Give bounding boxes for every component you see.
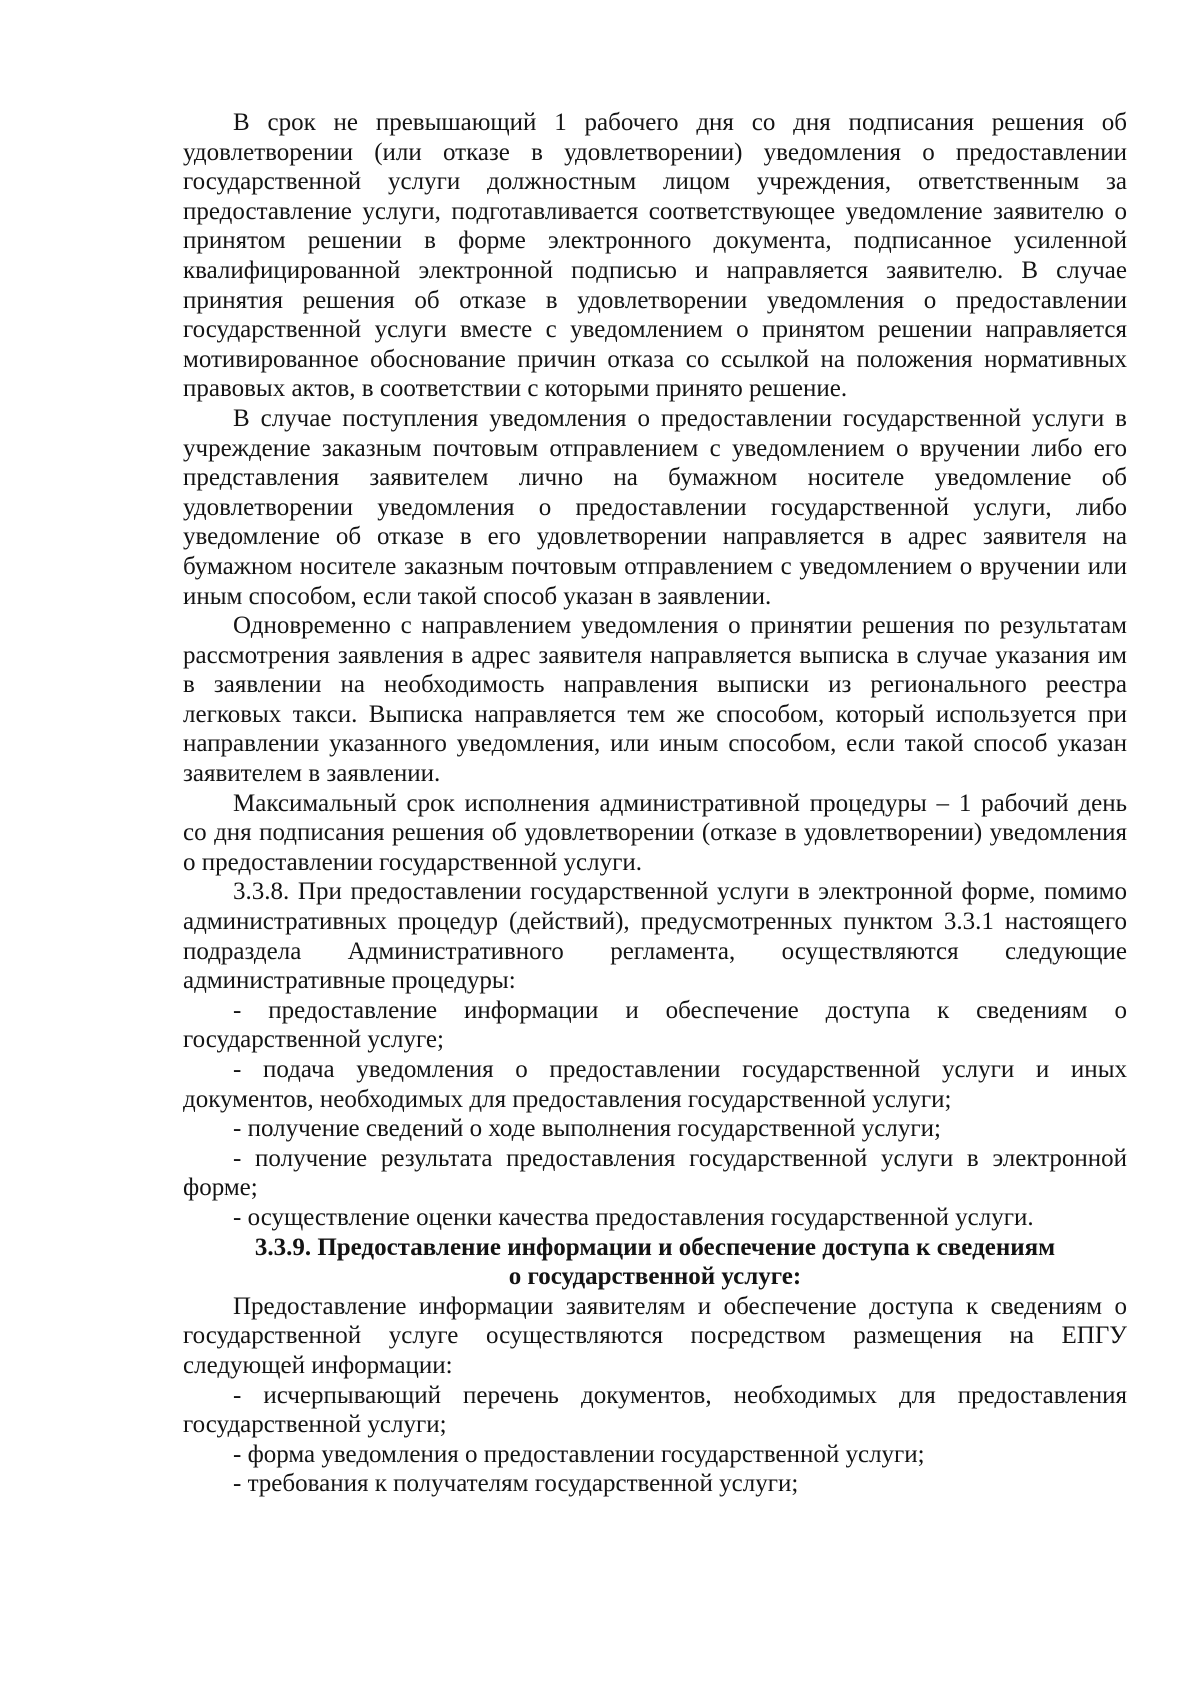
list-item: - форма уведомления о предоставлении государственной услуги; bbox=[233, 1440, 925, 1468]
section-heading-3-3-9 bbox=[183, 1233, 1127, 1292]
list-item: - получение сведений о ходе выполнения государственной услуги; bbox=[233, 1115, 941, 1143]
list-item: - исчерпывающий перечень документов, необходимых для предоставления государственной услуги; bbox=[183, 1381, 1127, 1439]
paragraph-max-duration: Максимальный срок исполнения административной процедуры – 1 рабочий день со дня подписания решения об удовлетворении (отказе в удовлетворении) уведомления о предоставлении государственной услуги. bbox=[183, 789, 1127, 876]
list-item: - требования к получателям государственной услуги; bbox=[233, 1470, 799, 1498]
list-item: - получение результата предоставления государственной услуги в электронной форме; bbox=[183, 1144, 1127, 1202]
paragraph-registry-extract: Одновременно с направлением уведомления о принятии решения по результатам рассмотрения заявления в адрес заявителя направляется выписка в случае указания им в заявлении на необходимость направления выписки из регионального реестра легковых такси. Выписка направляется тем же способом, который используется при направлении указанного уведомления, или иным способом, если такой способ указан заявителем в заявлении. bbox=[183, 612, 1127, 788]
heading-line-2: о государственной услуге: bbox=[508, 1263, 802, 1291]
paragraph-clause-3-3-8: 3.3.8. При предоставлении государственной услуги в электронной форме, помимо административных процедур (действий), предусмотренных пунктом 3.3.1 настоящего подраздела Административного регламента, осуществляются следующие административные процедуры: bbox=[183, 878, 1127, 995]
heading-line-1: 3.3.9. Предоставление информации и обеспечение доступа к сведениям bbox=[254, 1233, 1056, 1261]
document-page bbox=[183, 108, 1127, 1499]
list-item: - осуществление оценки качества предоставления государственной услуги. bbox=[233, 1203, 1034, 1231]
paragraph-decision-notification: В срок не превышающий 1 рабочего дня со дня подписания решения об удовлетворении (или отказе в удовлетворении) уведомления о предоставлении государственной услуги должностным лицом учреждения, ответственным за предоставление услуги, подготавливается соответствующее уведомление заявителю о принятом решении в форме электронного документа, подписанное усиленной квалифицированной электронной подписью и направляется заявителю. В случае принятия решения об отказе в удовлетворении уведомления о предоставлении государственной услуги вместе с уведомлением о принятом решении направляется мотивированное обоснование причин отказа со ссылкой на положения нормативных правовых актов, в соответствии с которыми принято решение. bbox=[183, 109, 1127, 403]
paragraph-information-provision: Предоставление информации заявителям и обеспечение доступа к сведениям о государственной услуге осуществляются посредством размещения на ЕПГУ следующей информации: bbox=[183, 1292, 1127, 1379]
list-item: - предоставление информации и обеспечение доступа к сведениям о государственной услуге; bbox=[183, 996, 1127, 1054]
paragraph-postal-delivery: В случае поступления уведомления о предоставлении государственной услуги в учреждение заказным почтовым отправлением с уведомлением о вручении либо его представления заявителем лично на бумажном носителе уведомление об удовлетворении уведомления о предоставлении государственной услуги, либо уведомление об отказе в его удовлетворении направляется в адрес заявителя на бумажном носителе заказным почтовым отправлением с уведомлением о вручении или иным способом, если такой способ указан в заявлении. bbox=[183, 404, 1127, 610]
list-item: - подача уведомления о предоставлении государственной услуги и иных документов, необходимых для предоставления государственной услуги; bbox=[183, 1056, 1127, 1113]
